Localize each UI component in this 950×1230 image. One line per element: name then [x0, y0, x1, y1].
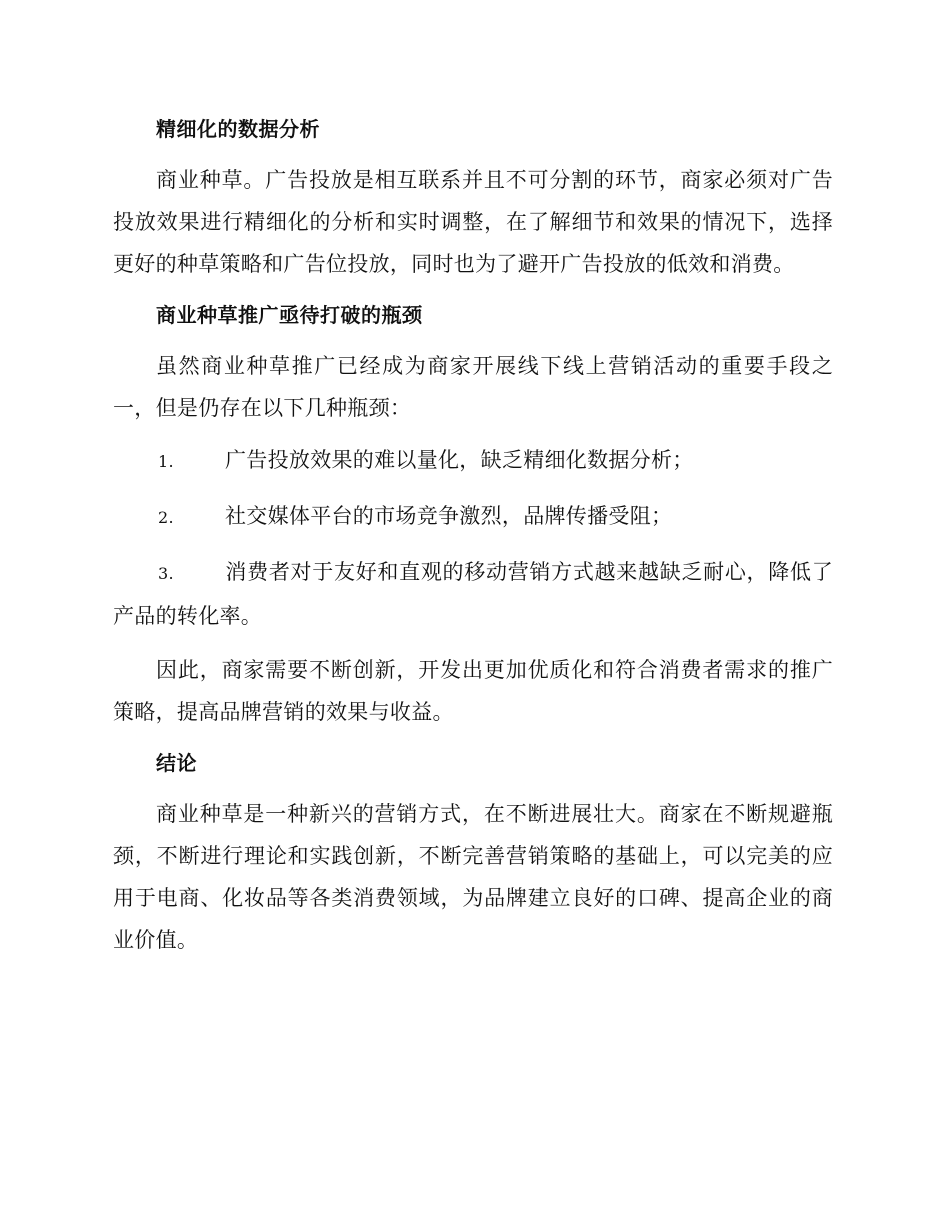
list-number: 2. [158, 508, 174, 527]
list-number: 3. [158, 564, 174, 583]
section-heading-bottlenecks: 商业种草推广亟待打破的瓶颈 [156, 303, 423, 327]
section-heading-data-analysis: 精细化的数据分析 [156, 117, 320, 141]
document-content [113, 109, 833, 971]
list-item-text: 广告投放效果的难以量化，缺乏精细化数据分析； [225, 448, 694, 472]
paragraph-data-analysis: 商业种草。广告投放是相互联系并且不可分割的环节，商家必须对广告投放效果进行精细化的分析和实时调整，在了解细节和效果的情况下，选择更好的种草策略和广告位投放，同时也为了避开广告投放的低效和消费。 [113, 168, 833, 276]
list-number: 1. [158, 452, 174, 471]
list-item [113, 495, 833, 539]
list-item [113, 551, 833, 637]
section-heading-conclusion: 结论 [156, 751, 197, 775]
list-item [113, 439, 833, 483]
paragraph-conclusion: 商业种草是一种新兴的营销方式，在不断进展壮大。商家在不断规避瓶颈，不断进行理论和实践创新，不断完善营销策略的基础上，可以完美的应用于电商、化妆品等各类消费领域，为品牌建立良好的口碑、提高企业的商业价值。 [113, 802, 833, 952]
paragraph-bottlenecks-intro: 虽然商业种草推广已经成为商家开展线下线上营销活动的重要手段之一，但是仍存在以下几种瓶颈： [113, 354, 833, 420]
list-item-text: 消费者对于友好和直观的移动营销方式越来越缺乏耐心，降低了产品的转化率。 [113, 560, 833, 628]
paragraph-bottlenecks-closing: 因此，商家需要不断创新，开发出更加优质化和符合消费者需求的推广策略，提高品牌营销的效果与收益。 [113, 658, 833, 724]
list-item-text: 社交媒体平台的市场竞争激烈，品牌传播受阻； [225, 504, 673, 528]
